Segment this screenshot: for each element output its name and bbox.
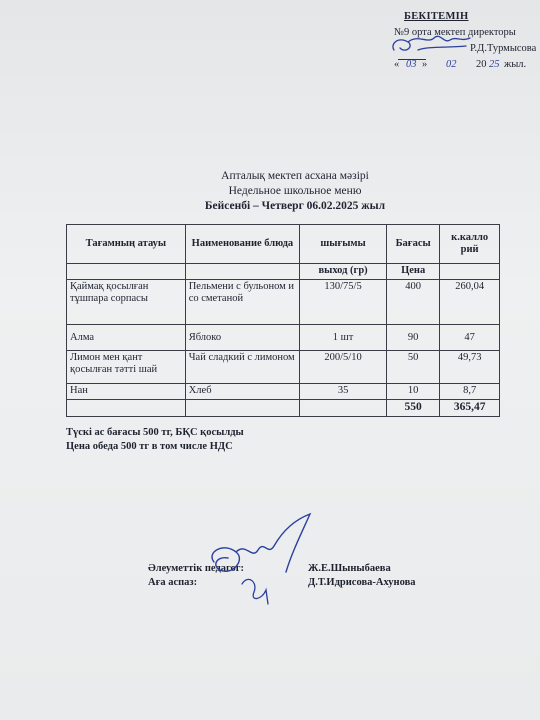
signature-names [308, 562, 416, 590]
price-note-russian: Цена обеда 500 тг в том числе НДС [66, 441, 233, 452]
dish-yield: 130/75/5 [300, 280, 387, 325]
table-row [67, 351, 500, 384]
header-yield-ru: выход (гр) [300, 264, 387, 280]
dish-name-kz: Алма [67, 325, 186, 351]
dish-name-kz: Нан [67, 384, 186, 400]
subheader-empty [185, 264, 299, 280]
dish-name-ru: Яблоко [185, 325, 299, 351]
dish-calories: 47 [440, 325, 500, 351]
date-year-prefix: 20 [476, 59, 487, 70]
handwritten-signature-icon [202, 512, 322, 608]
menu-title-russian: Недельное школьное меню [228, 185, 362, 197]
dish-price: 10 [387, 384, 440, 400]
dish-yield: 35 [300, 384, 387, 400]
approval-position: №9 орта мектеп директоры [394, 27, 516, 38]
menu-table [66, 224, 500, 417]
dish-calories: 49,73 [440, 351, 500, 384]
table-row [67, 384, 500, 400]
table-subheader-row [67, 264, 500, 280]
dish-name-kz: Қаймақ қосылған тұшпара сорпасы [67, 280, 186, 325]
total-empty [185, 400, 299, 417]
subheader-empty [440, 264, 500, 280]
subheader-empty [67, 264, 186, 280]
total-calories: 365,47 [440, 400, 500, 417]
dish-calories: 8,7 [440, 384, 500, 400]
dish-yield: 200/5/10 [300, 351, 387, 384]
price-note-kazakh: Түскі ас бағасы 500 тг, БҚС қосылды [66, 427, 244, 438]
header-name-kz: Тағамның атауы [67, 225, 186, 264]
name-social-pedagogue: Ж.Е.Шыныбаева [308, 563, 391, 574]
approval-title: БЕКІТЕМІН [404, 11, 469, 22]
menu-date-line: Бейсенбі – Четверг 06.02.2025 жыл [204, 200, 386, 212]
dish-price: 50 [387, 351, 440, 384]
table-total-row [67, 400, 500, 417]
role-social-pedagogue: Әлеуметтік педагог: [148, 563, 245, 574]
price-notes [66, 426, 244, 454]
dish-name-kz: Лимон мен қант қосылған тәтті шай [67, 351, 186, 384]
director-signature-icon [388, 26, 474, 62]
dish-price: 400 [387, 280, 440, 325]
table-header-row [67, 225, 500, 264]
approval-director-name: Р.Д.Турмысова [470, 43, 537, 54]
dish-calories: 260,04 [440, 280, 500, 325]
dish-yield: 1 шт [300, 325, 387, 351]
header-price-kz: Бағасы [387, 225, 440, 264]
header-calories: к.калло рий [440, 225, 500, 264]
role-head-cook: Аға аспаз: [148, 577, 198, 588]
header-name-ru: Наименование блюда [185, 225, 299, 264]
date-open-quote: « [394, 59, 400, 70]
total-empty [67, 400, 186, 417]
header-price-ru: Цена [387, 264, 440, 280]
menu-title-kazakh: Апталық мектеп асхана мәзірі [221, 170, 369, 182]
date-suffix: жыл. [504, 59, 527, 70]
date-day: 03 [406, 59, 417, 70]
date-close-quote: » [422, 59, 428, 70]
total-empty [300, 400, 387, 417]
name-head-cook: Д.Т.Идрисова-Ахунова [308, 577, 416, 588]
dish-name-ru: Пельмени с бульоном и со сметаной [185, 280, 299, 325]
dish-name-ru: Хлеб [185, 384, 299, 400]
total-price: 550 [387, 400, 440, 417]
header-yield-kz: шығымы [300, 225, 387, 264]
table-row [67, 325, 500, 351]
date-year: 25 [489, 59, 500, 70]
dish-name-ru: Чай сладкий с лимоном [185, 351, 299, 384]
date-month: 02 [446, 59, 457, 70]
dish-price: 90 [387, 325, 440, 351]
table-row [67, 280, 500, 325]
